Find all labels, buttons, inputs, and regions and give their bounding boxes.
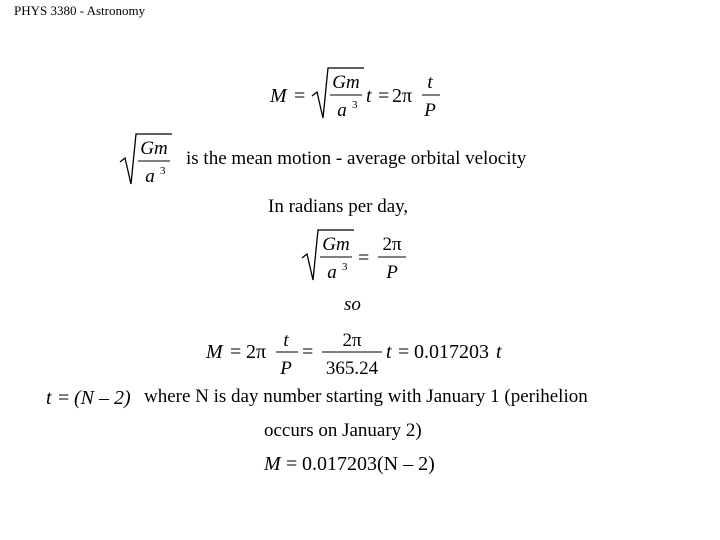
eq2-den: a	[145, 166, 155, 187]
eq4-tvar: t	[496, 341, 502, 363]
eq1-equals2: =	[378, 85, 390, 107]
eq4-f2-den: 365.24	[325, 358, 379, 379]
eq1-t: t	[366, 85, 372, 107]
eq3-rnum: 2π	[382, 234, 402, 255]
eq5-equals: =	[58, 387, 70, 409]
eq1-den: a	[337, 100, 347, 121]
course-header: PHYS 3380 - Astronomy	[14, 3, 146, 18]
eq4-f2-num: 2π	[342, 330, 362, 351]
equation-mean-motion-root	[118, 130, 178, 190]
eq4-value: 0.017203	[414, 341, 489, 363]
eq4-f1-num: t	[283, 330, 289, 351]
eq4-lhs: M	[206, 341, 223, 363]
mean-motion-text: is the mean motion - average orbital velocity	[186, 148, 527, 169]
eq4-equals: =	[230, 341, 242, 363]
eq4-t: t	[386, 341, 392, 363]
equation-final	[262, 450, 462, 478]
eq3-num: Gm	[322, 234, 350, 255]
eq4-equals3: =	[398, 341, 410, 363]
equation-mean-anomaly-daily	[204, 322, 514, 382]
eq1-den-exp: 3	[352, 99, 358, 111]
so-text: so	[344, 294, 361, 315]
eq4-two-pi: 2π	[246, 341, 267, 363]
eq1-frac-num: t	[427, 72, 433, 93]
eq1-two-pi: 2π	[392, 85, 413, 107]
eq7-equals: =	[286, 453, 298, 475]
eq3-equals: =	[358, 247, 370, 269]
equation-mean-anomaly	[268, 64, 448, 124]
equation-t-definition	[44, 384, 144, 412]
eq3-den-exp: 3	[342, 261, 348, 273]
eq5-t: t	[46, 387, 52, 409]
day-number-text: where N is day number starting with January 1 (perihelion	[144, 386, 588, 407]
radians-per-day-text: In radians per day,	[268, 196, 409, 217]
eq7-rhs: 0.017203(N – 2)	[302, 453, 435, 475]
eq1-frac-den: P	[424, 100, 436, 121]
eq4-equals2: =	[302, 341, 314, 363]
eq1-lhs: M	[270, 85, 287, 107]
eq7-lhs: M	[264, 453, 281, 475]
eq2-den-exp: 3	[160, 165, 166, 177]
eq1-num: Gm	[332, 72, 360, 93]
perihelion-text: occurs on January 2)	[264, 420, 422, 441]
eq3-rden: P	[386, 262, 398, 283]
eq5-paren: (N – 2)	[74, 387, 131, 409]
eq1-equals: =	[294, 85, 306, 107]
equation-mean-motion-period	[300, 226, 420, 286]
eq3-den: a	[327, 262, 337, 283]
eq4-f1-den: P	[280, 358, 292, 379]
eq2-num: Gm	[140, 138, 168, 159]
